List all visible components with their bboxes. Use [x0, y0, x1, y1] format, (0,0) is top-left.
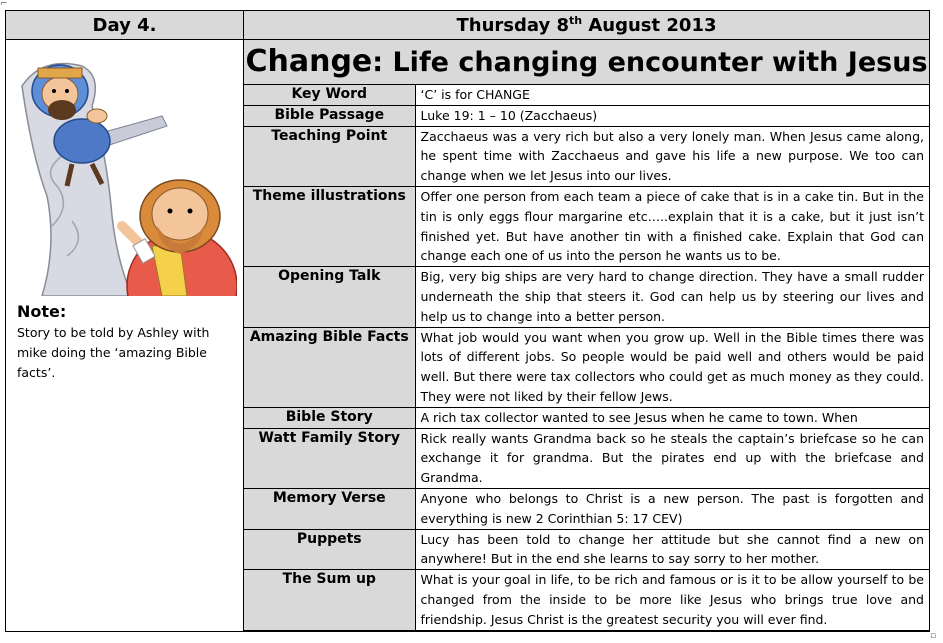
date-header: [244, 11, 930, 40]
row-value: ‘C’ is for CHANGE: [415, 85, 929, 106]
table-row: [244, 126, 929, 186]
lesson-plan-table: [5, 10, 930, 632]
right-panel: [244, 40, 930, 632]
lesson-details-table: [244, 40, 929, 631]
row-label: Bible Story: [244, 407, 415, 428]
date-prefix: Thursday 8: [456, 15, 569, 36]
table-row: [244, 327, 929, 407]
row-value: What is your goal in life, to be rich and famous or is it to be allow yourself to be changed from the inside to be more like Jesus who brings true love and friendship. Jesus Christ is the greatest security you will ever find.: [415, 570, 929, 630]
corner-mark-icon: ⌐: [0, 0, 8, 9]
note-text: Story to be told by Ashley with mike doing the ‘amazing Bible facts’.: [17, 325, 210, 380]
row-label: Theme illustrations: [244, 186, 415, 266]
row-label: Memory Verse: [244, 488, 415, 529]
table-row: [244, 428, 929, 488]
table-row: [244, 529, 929, 570]
row-value: Anyone who belongs to Christ is a new person. The past is forgotten and everything is new 2 Corinthian 5: 17 CEV): [415, 488, 929, 529]
date-suffix: th: [569, 14, 583, 27]
row-label: Key Word: [244, 85, 415, 106]
table-row: [244, 85, 929, 106]
table-row: [244, 186, 929, 266]
zacchaeus-jesus-illustration: [12, 46, 237, 296]
day-header: [6, 11, 244, 40]
row-label: Bible Passage: [244, 105, 415, 126]
note-box: [17, 302, 227, 383]
row-label: Teaching Point: [244, 126, 415, 186]
day-label: Day 4.: [92, 14, 157, 36]
row-value: Big, very big ships are very hard to change direction. They have a small rudder underneath the ship that steers it. God can help us by steering our lives and help us to change into a better person.: [415, 267, 929, 327]
date-rest: August 2013: [582, 15, 717, 36]
lesson-title-main: Change: [245, 43, 373, 79]
resize-handle-icon[interactable]: ▫: [930, 631, 937, 641]
row-value: Luke 19: 1 – 10 (Zacchaeus): [415, 105, 929, 126]
note-title: Note:: [17, 302, 67, 321]
row-value: What job would you want when you grow up. Well in the Bible times there was lots of different jobs. So people would be paid well and others would be paid well. But there were tax collectors who could get as much money as they could. They were not liked by their fellow Jews.: [415, 327, 929, 407]
left-panel: [6, 40, 244, 632]
lesson-title-rest: : Life changing encounter with Jesus: [372, 46, 928, 78]
table-row: [244, 267, 929, 327]
row-value: Lucy has been told to change her attitude but she cannot find a new on anywhere! But in the end she learns to say sorry to her mother.: [415, 529, 929, 570]
row-label: The Sum up: [244, 570, 415, 630]
row-value: Zacchaeus was a very rich but also a very lonely man. When Jesus came along, he spent time with Zacchaeus and gave his life a new purpose. We too can change when we let Jesus into our lives.: [415, 126, 929, 186]
row-label: Amazing Bible Facts: [244, 327, 415, 407]
table-row: [244, 105, 929, 126]
row-label: Puppets: [244, 529, 415, 570]
row-value: Offer one person from each team a piece of cake that is in a cake tin. But in the tin is only eggs flour margarine etc…..explain that it is a cake, but it just isn’t finished yet. But have another tin with a finished cake. Explain that God can change each one of us into the person he wants us to be.: [415, 186, 929, 266]
table-row: [244, 570, 929, 630]
row-label: Watt Family Story: [244, 428, 415, 488]
table-row: [244, 488, 929, 529]
row-label: Opening Talk: [244, 267, 415, 327]
table-row: [244, 407, 929, 428]
row-value: Rick really wants Grandma back so he steals the captain’s briefcase so he can exchange it for grandma. But the pirates end up with the briefcase and Grandma.: [415, 428, 929, 488]
row-value: A rich tax collector wanted to see Jesus when he came to town. When: [415, 407, 929, 428]
lesson-title: [244, 40, 929, 85]
